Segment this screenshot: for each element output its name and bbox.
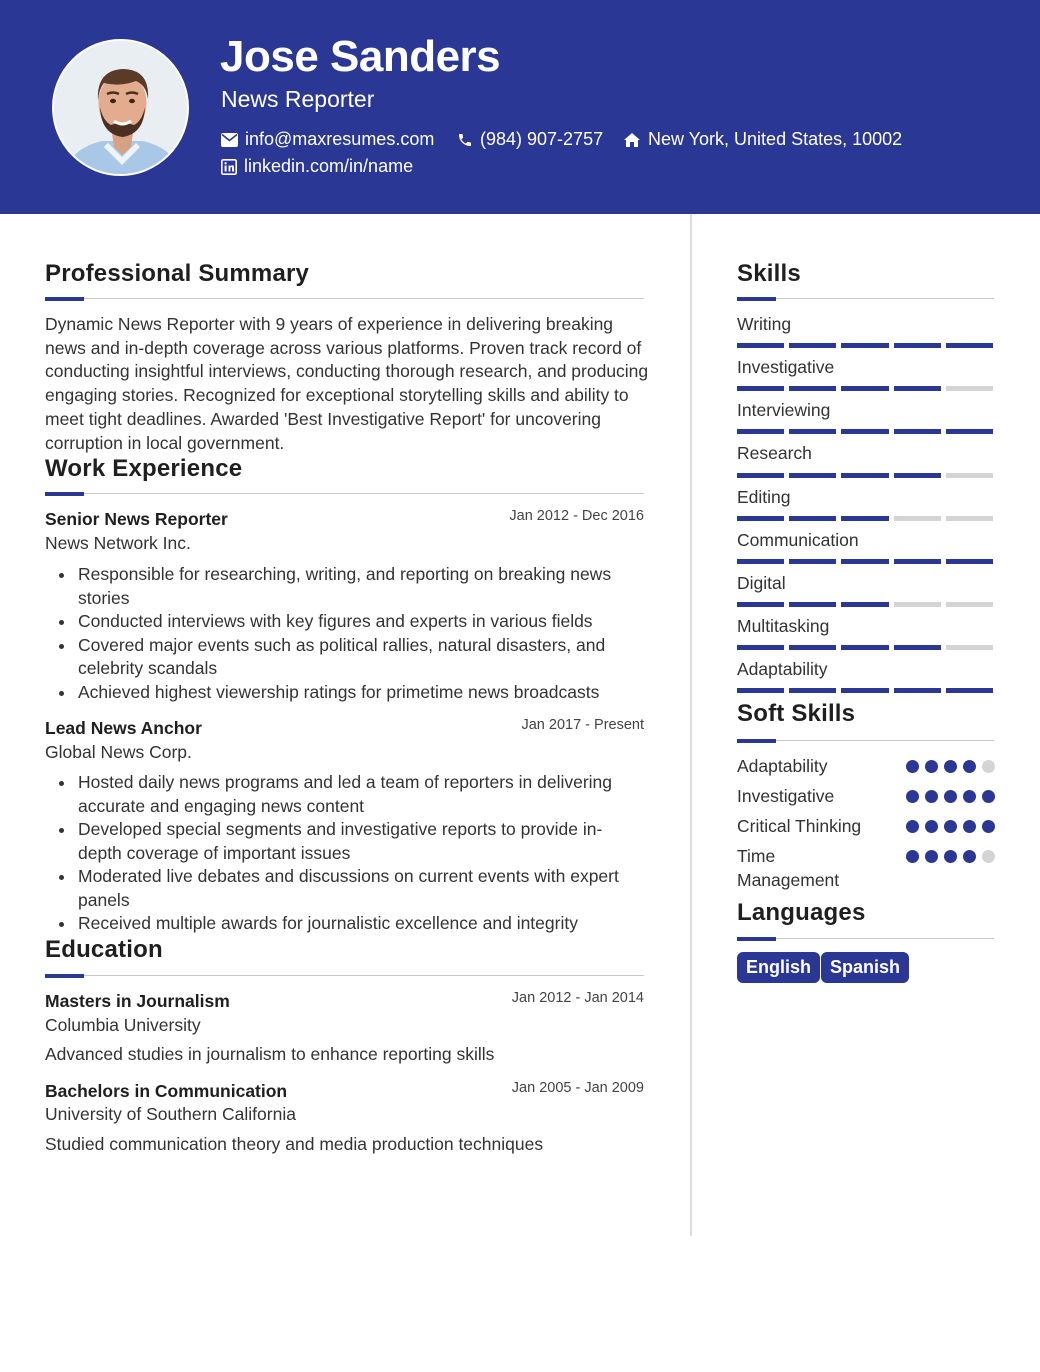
skill-level-bar bbox=[737, 343, 993, 349]
skill-level-segment bbox=[894, 559, 941, 564]
skill-level-segment bbox=[894, 516, 941, 521]
experience-heading-line bbox=[45, 493, 644, 494]
skill-level-segment bbox=[789, 473, 836, 478]
skill-level-segment bbox=[789, 645, 836, 650]
location-contact bbox=[623, 129, 902, 150]
skill-level-segment bbox=[894, 386, 941, 391]
rating-dot bbox=[906, 790, 919, 803]
rating-dot bbox=[925, 820, 938, 833]
skill-level-segment bbox=[946, 429, 993, 434]
skill-name: Writing bbox=[737, 314, 792, 334]
soft-skills-heading-accent bbox=[737, 739, 776, 743]
rating-dot bbox=[944, 820, 957, 833]
rating-dot bbox=[906, 820, 919, 833]
skill-level-segment bbox=[737, 602, 784, 607]
skill-level-segment bbox=[894, 343, 941, 348]
candidate-name: Jose Sanders bbox=[220, 32, 501, 81]
skill-level-segment bbox=[789, 516, 836, 521]
skill-level-bar bbox=[737, 602, 993, 608]
soft-skill-name: Adaptability bbox=[737, 756, 828, 776]
skill-level-segment bbox=[789, 429, 836, 434]
school-name: Columbia University bbox=[45, 1015, 201, 1035]
skill-level-bar bbox=[737, 688, 993, 694]
skills-heading: Skills bbox=[737, 260, 801, 287]
skill-name: Adaptability bbox=[737, 659, 828, 679]
rating-dot bbox=[963, 820, 976, 833]
skill-level-segment bbox=[737, 343, 784, 348]
job-bullet: Covered major events such as political rallies, natural disasters, and celebrity scandals bbox=[45, 634, 645, 681]
soft-skill-name: Critical Thinking bbox=[737, 816, 862, 836]
summary-text: Dynamic News Reporter with 9 years of experience in delivering breaking news and in-depth coverage across various platforms. Proven track record of conducting insightful interviews, conducting thorough research, and producing engaging stories. Recognized for exceptional storytelling skills and ability to meet tight deadlines. Awarded 'Best Investigative Report' for uncovering corruption in local government. bbox=[45, 314, 649, 453]
languages-heading-accent bbox=[737, 937, 776, 941]
column-divider bbox=[690, 214, 692, 1236]
skill-name: Digital bbox=[737, 573, 786, 593]
phone-contact[interactable] bbox=[457, 129, 603, 150]
education-description: Studied communication theory and media production techniques bbox=[45, 1134, 544, 1154]
skill-level-segment bbox=[737, 429, 784, 434]
rating-dot bbox=[925, 790, 938, 803]
skill-level-segment bbox=[946, 602, 993, 607]
skill-level-segment bbox=[841, 559, 888, 564]
skill-level-segment bbox=[894, 473, 941, 478]
summary-heading: Professional Summary bbox=[45, 260, 310, 287]
job-company: Global News Corp. bbox=[45, 742, 192, 762]
email-text: info@maxresumes.com bbox=[245, 129, 435, 149]
rating-dot bbox=[963, 790, 976, 803]
degree-title: Masters in Journalism bbox=[45, 991, 230, 1011]
degree-title: Bachelors in Communication bbox=[45, 1081, 288, 1101]
soft-skill-rating bbox=[906, 790, 995, 803]
rating-dot bbox=[963, 850, 976, 863]
rating-dot bbox=[906, 850, 919, 863]
candidate-title: News Reporter bbox=[221, 86, 375, 112]
job-bullet: Moderated live debates and discussions on current events with expert panels bbox=[45, 865, 645, 912]
school-name: University of Southern California bbox=[45, 1104, 296, 1124]
soft-skills-heading: Soft Skills bbox=[737, 700, 856, 727]
skills-heading-accent bbox=[737, 297, 776, 301]
skill-level-segment bbox=[737, 559, 784, 564]
skill-level-segment bbox=[789, 386, 836, 391]
soft-skill-rating bbox=[906, 850, 995, 863]
skill-level-segment bbox=[946, 386, 993, 391]
job-dates: Jan 2017 - Present bbox=[521, 717, 644, 733]
job-bullet: Responsible for researching, writing, and reporting on breaking news stories bbox=[45, 563, 645, 610]
linkedin-icon bbox=[221, 159, 237, 175]
skill-level-bar bbox=[737, 559, 993, 565]
skill-level-segment bbox=[789, 559, 836, 564]
skill-level-segment bbox=[841, 688, 888, 693]
rating-dot bbox=[925, 760, 938, 773]
education-heading-accent bbox=[45, 974, 84, 978]
job-bullet: Developed special segments and investigative reports to provide in-depth coverage of important issues bbox=[45, 818, 645, 865]
location-text: New York, United States, 10002 bbox=[648, 129, 903, 149]
linkedin-contact[interactable] bbox=[221, 156, 413, 177]
skill-level-segment bbox=[789, 602, 836, 607]
linkedin-text: linkedin.com/in/name bbox=[244, 156, 414, 176]
soft-skill-name: Time Management bbox=[737, 846, 840, 890]
skill-level-segment bbox=[737, 386, 784, 391]
language-badge: English bbox=[737, 952, 820, 983]
skill-level-segment bbox=[737, 645, 784, 650]
rating-dot bbox=[944, 760, 957, 773]
rating-dot bbox=[925, 850, 938, 863]
job-bullet: Hosted daily news programs and led a team of reporters in delivering accurate and engaging news content bbox=[45, 771, 645, 818]
rating-dot bbox=[944, 790, 957, 803]
skill-name: Interviewing bbox=[737, 400, 831, 420]
experience-heading-accent bbox=[45, 492, 84, 496]
skill-level-segment bbox=[841, 386, 888, 391]
skill-level-segment bbox=[737, 688, 784, 693]
skill-level-segment bbox=[737, 516, 784, 521]
education-heading: Education bbox=[45, 936, 163, 963]
summary-heading-accent bbox=[45, 297, 84, 301]
rating-dot bbox=[963, 760, 976, 773]
skill-level-segment bbox=[894, 602, 941, 607]
experience-heading: Work Experience bbox=[45, 455, 243, 482]
skill-level-bar bbox=[737, 473, 993, 479]
skill-level-segment bbox=[789, 343, 836, 348]
job-bullets bbox=[45, 771, 645, 936]
skill-level-segment bbox=[946, 343, 993, 348]
phone-icon bbox=[457, 132, 473, 148]
skill-level-segment bbox=[894, 688, 941, 693]
soft-skill-rating bbox=[906, 820, 995, 833]
email-contact[interactable] bbox=[221, 129, 434, 150]
job-bullets bbox=[45, 563, 645, 704]
rating-dot bbox=[906, 760, 919, 773]
skill-level-segment bbox=[841, 473, 888, 478]
job-title: Senior News Reporter bbox=[45, 509, 228, 529]
envelope-icon bbox=[221, 133, 238, 147]
skill-level-bar bbox=[737, 429, 993, 435]
skill-name: Investigative bbox=[737, 357, 835, 377]
skill-level-segment bbox=[946, 688, 993, 693]
skill-level-segment bbox=[841, 602, 888, 607]
skill-level-segment bbox=[894, 429, 941, 434]
job-bullet: Received multiple awards for journalistic excellence and integrity bbox=[45, 912, 645, 936]
home-icon bbox=[623, 132, 641, 148]
education-dates: Jan 2012 - Jan 2014 bbox=[511, 990, 644, 1006]
job-bullet: Conducted interviews with key figures and experts in various fields bbox=[45, 610, 645, 634]
education-description: Advanced studies in journalism to enhance reporting skills bbox=[45, 1044, 495, 1064]
rating-dot bbox=[982, 790, 995, 803]
job-dates: Jan 2012 - Dec 2016 bbox=[509, 508, 644, 524]
languages-heading: Languages bbox=[737, 899, 866, 926]
skill-level-segment bbox=[894, 645, 941, 650]
skill-level-segment bbox=[946, 473, 993, 478]
skill-level-segment bbox=[841, 516, 888, 521]
skill-level-bar bbox=[737, 386, 993, 392]
education-heading-line bbox=[45, 975, 644, 976]
skill-level-segment bbox=[841, 645, 888, 650]
skill-level-segment bbox=[737, 473, 784, 478]
skill-level-bar bbox=[737, 645, 993, 651]
person-avatar-icon bbox=[54, 41, 189, 176]
skill-level-segment bbox=[946, 645, 993, 650]
education-dates: Jan 2005 - Jan 2009 bbox=[511, 1080, 644, 1096]
rating-dot bbox=[982, 820, 995, 833]
skill-level-bar bbox=[737, 516, 993, 522]
job-title: Lead News Anchor bbox=[45, 718, 202, 738]
rating-dot bbox=[982, 850, 995, 863]
resume-header bbox=[0, 0, 1040, 214]
summary-heading-line bbox=[45, 298, 644, 299]
skill-name: Research bbox=[737, 443, 812, 463]
soft-skill-name: Investigative bbox=[737, 786, 835, 806]
skill-level-segment bbox=[946, 516, 993, 521]
language-badge: Spanish bbox=[821, 952, 909, 983]
job-company: News Network Inc. bbox=[45, 533, 191, 553]
skill-name: Communication bbox=[737, 530, 859, 550]
phone-text: (984) 907-2757 bbox=[480, 129, 604, 149]
skill-level-segment bbox=[946, 559, 993, 564]
skill-level-segment bbox=[841, 429, 888, 434]
skill-level-segment bbox=[789, 688, 836, 693]
rating-dot bbox=[944, 850, 957, 863]
skill-name: Editing bbox=[737, 487, 791, 507]
job-bullet: Achieved highest viewership ratings for primetime news broadcasts bbox=[45, 681, 645, 705]
profile-photo bbox=[52, 39, 189, 176]
rating-dot bbox=[982, 760, 995, 773]
skill-level-segment bbox=[841, 343, 888, 348]
skill-name: Multitasking bbox=[737, 616, 830, 636]
soft-skill-rating bbox=[906, 760, 995, 773]
